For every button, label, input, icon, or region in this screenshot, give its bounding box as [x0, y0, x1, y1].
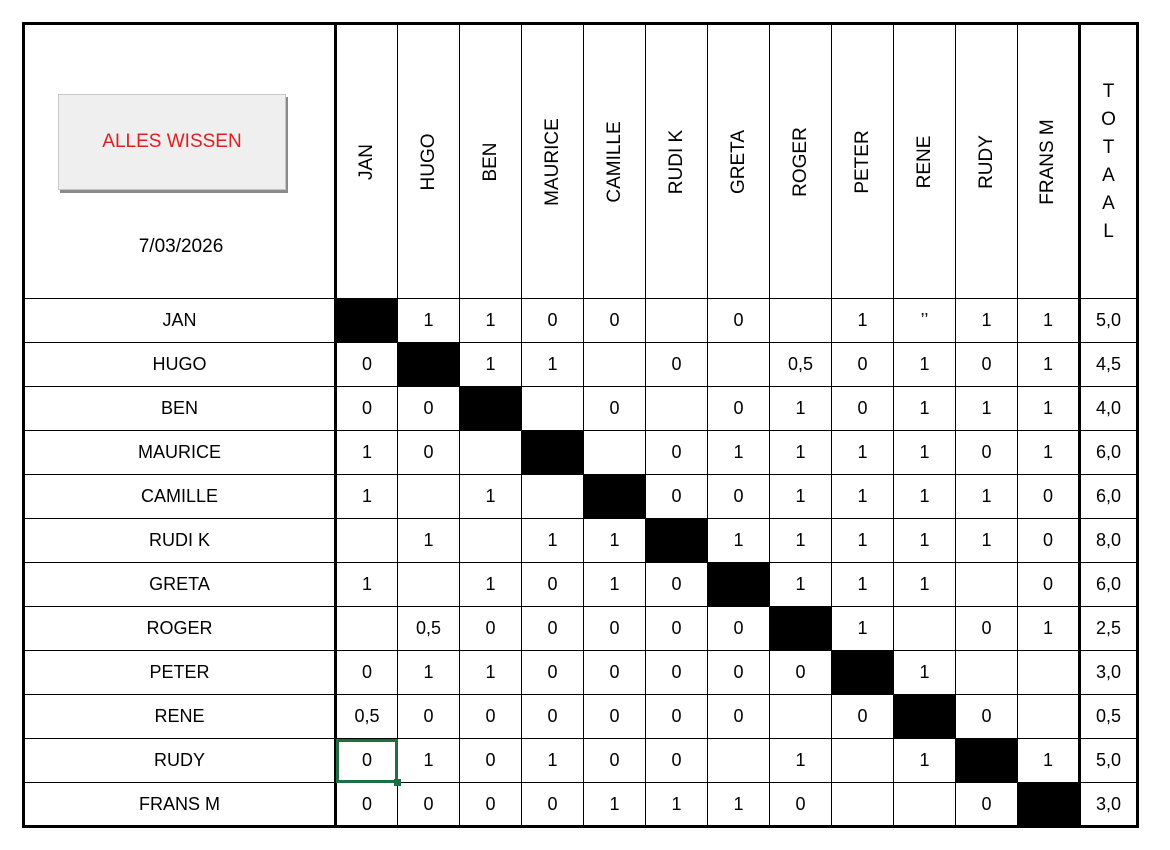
table-row [24, 299, 1138, 343]
score-cell[interactable] [770, 299, 832, 343]
score-cell[interactable] [770, 695, 832, 739]
score-cell[interactable]: 1 [336, 563, 398, 607]
header-row [24, 24, 1138, 299]
total-cell[interactable]: 5,0 [1080, 299, 1138, 343]
score-cell[interactable]: 1 [460, 343, 522, 387]
diagonal-cell[interactable] [832, 651, 894, 695]
column-header-label: MAURICE [541, 117, 563, 206]
total-header-letter: A [1102, 164, 1115, 186]
column-header-label: HUGO [417, 133, 439, 190]
score-cell[interactable]: 0 [336, 343, 398, 387]
column-header-jan[interactable] [336, 24, 398, 299]
score-cell[interactable]: 1 [894, 431, 956, 475]
score-cell[interactable]: 1 [956, 475, 1018, 519]
score-cell[interactable]: 1 [1018, 431, 1080, 475]
diagonal-cell[interactable] [584, 475, 646, 519]
score-cell[interactable]: 1 [770, 387, 832, 431]
score-cell[interactable]: 1 [522, 343, 584, 387]
score-cell[interactable]: 1 [770, 519, 832, 563]
total-cell[interactable]: 6,0 [1080, 431, 1138, 475]
score-cell[interactable] [832, 739, 894, 783]
total-header[interactable] [1080, 24, 1138, 299]
score-cell[interactable]: 0 [708, 607, 770, 651]
score-cell[interactable]: 1 [894, 563, 956, 607]
score-cell[interactable]: 1 [956, 387, 1018, 431]
score-cell[interactable]: 0 [584, 387, 646, 431]
column-header-label: PETER [851, 129, 873, 194]
score-cell[interactable]: 1 [460, 563, 522, 607]
score-cell[interactable]: 0 [646, 475, 708, 519]
row-name-cell[interactable]: FRANS M [24, 783, 336, 827]
score-cell[interactable]: 1 [894, 739, 956, 783]
total-cell[interactable]: 6,0 [1080, 475, 1138, 519]
score-cell[interactable]: 0 [522, 607, 584, 651]
score-cell[interactable]: 1 [894, 651, 956, 695]
score-cell[interactable]: 0 [708, 651, 770, 695]
score-cell[interactable]: 1 [584, 783, 646, 827]
score-cell[interactable]: 0 [398, 783, 460, 827]
diagonal-cell[interactable] [398, 343, 460, 387]
score-cell[interactable]: 1 [708, 519, 770, 563]
total-header-letter: L [1103, 220, 1114, 242]
row-name-cell[interactable]: JAN [24, 299, 336, 343]
diagonal-cell[interactable] [646, 519, 708, 563]
score-cell[interactable]: 1 [522, 739, 584, 783]
row-name-cell[interactable]: HUGO [24, 343, 336, 387]
diagonal-cell[interactable] [336, 299, 398, 343]
row-name-cell[interactable]: ROGER [24, 607, 336, 651]
score-cell[interactable] [522, 475, 584, 519]
score-cell[interactable]: 0 [646, 343, 708, 387]
score-cell[interactable]: 0 [522, 299, 584, 343]
score-cell[interactable]: 1 [1018, 387, 1080, 431]
row-name-cell[interactable]: PETER [24, 651, 336, 695]
corner-cell [24, 24, 336, 299]
total-header-letter: T [1102, 136, 1115, 158]
score-cell[interactable]: 1 [460, 651, 522, 695]
total-header-letter: A [1102, 192, 1115, 214]
alles-wissen-button[interactable]: ALLES WISSEN [58, 94, 286, 190]
score-cell[interactable]: 1 [398, 299, 460, 343]
column-header-label: RUDI K [665, 129, 687, 194]
score-cell[interactable]: 0 [832, 343, 894, 387]
score-cell[interactable]: 1 [1018, 739, 1080, 783]
score-cell[interactable]: 0 [770, 783, 832, 827]
column-header-label: RUDY [975, 134, 997, 189]
score-cell[interactable]: 0 [398, 431, 460, 475]
score-cell[interactable]: 1 [584, 519, 646, 563]
diagonal-cell[interactable] [460, 387, 522, 431]
score-cell[interactable]: 0,5 [398, 607, 460, 651]
row-name-cell[interactable]: BEN [24, 387, 336, 431]
table-row [24, 519, 1138, 563]
column-header-roger[interactable] [770, 24, 832, 299]
score-cell[interactable]: 0,5 [770, 343, 832, 387]
total-cell[interactable]: 2,5 [1080, 607, 1138, 651]
score-cell[interactable]: 0 [336, 739, 398, 783]
column-header-label: FRANS M [1037, 118, 1058, 205]
score-cell[interactable]: 0 [398, 387, 460, 431]
score-cell[interactable]: 1 [956, 519, 1018, 563]
score-cell[interactable]: 0 [522, 783, 584, 827]
diagonal-cell[interactable] [770, 607, 832, 651]
row-name-cell[interactable]: RUDY [24, 739, 336, 783]
total-cell[interactable]: 0,5 [1080, 695, 1138, 739]
score-cell[interactable]: 0 [956, 343, 1018, 387]
score-cell[interactable]: 0 [460, 783, 522, 827]
score-cell[interactable]: 0,5 [336, 695, 398, 739]
score-cell[interactable]: 0 [336, 387, 398, 431]
score-cell[interactable] [956, 651, 1018, 695]
table-row [24, 739, 1138, 783]
column-header-label: BEN [479, 141, 501, 182]
table-row [24, 783, 1138, 827]
score-cell[interactable] [460, 431, 522, 475]
score-cell[interactable]: 0 [956, 431, 1018, 475]
column-header-label: RENE [913, 135, 935, 188]
score-cell[interactable]: 0 [708, 387, 770, 431]
score-cell[interactable]: 1 [398, 519, 460, 563]
score-cell[interactable] [646, 299, 708, 343]
score-cell[interactable]: 1 [460, 475, 522, 519]
score-cell[interactable] [336, 519, 398, 563]
total-cell[interactable]: 8,0 [1080, 519, 1138, 563]
score-cell[interactable]: 1 [336, 475, 398, 519]
score-cell[interactable]: 0 [460, 607, 522, 651]
score-cell[interactable]: 0 [398, 695, 460, 739]
score-cell[interactable]: 1 [1018, 299, 1080, 343]
column-header-rudy[interactable] [956, 24, 1018, 299]
score-cell[interactable]: 0 [336, 783, 398, 827]
table-row [24, 431, 1138, 475]
score-cell[interactable]: 0 [522, 651, 584, 695]
score-cell[interactable]: 1 [1018, 607, 1080, 651]
score-cell[interactable]: 0 [956, 783, 1018, 827]
score-cell[interactable]: 1 [894, 387, 956, 431]
score-cell[interactable]: 0 [1018, 475, 1080, 519]
score-cell[interactable]: 1 [832, 519, 894, 563]
score-cell[interactable]: 1 [832, 475, 894, 519]
total-cell[interactable]: 4,5 [1080, 343, 1138, 387]
score-cell[interactable]: 1 [832, 607, 894, 651]
score-cell[interactable]: 0 [956, 607, 1018, 651]
table-row [24, 563, 1138, 607]
total-header-letter: O [1101, 108, 1116, 130]
score-cell[interactable]: 1 [522, 519, 584, 563]
score-cell[interactable]: 0 [1018, 563, 1080, 607]
score-cell[interactable] [1018, 651, 1080, 695]
score-cell[interactable]: 0 [460, 739, 522, 783]
table-row [24, 607, 1138, 651]
table-row [24, 651, 1138, 695]
score-cell[interactable]: 1 [708, 431, 770, 475]
score-cell[interactable]: 0 [646, 651, 708, 695]
score-cell[interactable]: 1 [770, 431, 832, 475]
score-cell[interactable]: 0 [770, 651, 832, 695]
score-cell[interactable]: 0 [1018, 519, 1080, 563]
score-cell[interactable] [894, 783, 956, 827]
score-cell[interactable]: 0 [832, 695, 894, 739]
score-cell[interactable]: 0 [646, 431, 708, 475]
score-cell[interactable]: 0 [584, 695, 646, 739]
column-header-label: CAMILLE [603, 120, 625, 203]
score-cell[interactable]: 0 [336, 651, 398, 695]
row-name-cell[interactable]: GRETA [24, 563, 336, 607]
score-cell[interactable]: 1 [894, 519, 956, 563]
score-cell[interactable]: 1 [460, 299, 522, 343]
diagonal-cell[interactable] [956, 739, 1018, 783]
column-header-frans-m[interactable] [1018, 24, 1080, 299]
score-cell[interactable]: 1 [770, 739, 832, 783]
column-header-maurice[interactable] [522, 24, 584, 299]
score-cell[interactable]: ’’ [894, 299, 956, 343]
column-header-label: JAN [356, 143, 377, 180]
score-cell[interactable] [894, 607, 956, 651]
score-cell[interactable]: 0 [584, 607, 646, 651]
total-cell[interactable]: 3,0 [1080, 783, 1138, 827]
score-cell[interactable]: 0 [646, 607, 708, 651]
score-cell[interactable]: 1 [956, 299, 1018, 343]
column-header-label: GRETA [727, 129, 749, 194]
score-cell[interactable]: 0 [646, 739, 708, 783]
diagonal-cell[interactable] [894, 695, 956, 739]
table-row [24, 343, 1138, 387]
score-table [22, 22, 1139, 828]
column-header-camille[interactable] [584, 24, 646, 299]
column-header-rudi-k[interactable] [646, 24, 708, 299]
score-cell[interactable]: 0 [460, 695, 522, 739]
score-cell[interactable]: 1 [832, 299, 894, 343]
score-cell[interactable]: 1 [398, 739, 460, 783]
score-cell[interactable] [336, 607, 398, 651]
score-cell[interactable]: 0 [584, 299, 646, 343]
diagonal-cell[interactable] [1018, 783, 1080, 827]
score-cell[interactable]: 1 [832, 563, 894, 607]
total-header-letter: T [1102, 80, 1115, 102]
score-cell[interactable]: 1 [894, 343, 956, 387]
score-cell[interactable] [398, 563, 460, 607]
score-cell[interactable] [584, 431, 646, 475]
column-header-hugo[interactable] [398, 24, 460, 299]
score-cell[interactable] [460, 519, 522, 563]
table-row [24, 695, 1138, 739]
total-cell[interactable]: 5,0 [1080, 739, 1138, 783]
diagonal-cell[interactable] [522, 431, 584, 475]
total-cell[interactable]: 4,0 [1080, 387, 1138, 431]
table-row [24, 387, 1138, 431]
date-label: 7/03/2026 [138, 236, 224, 257]
score-cell[interactable]: 1 [398, 651, 460, 695]
row-name-cell[interactable]: RENE [24, 695, 336, 739]
score-cell[interactable]: 1 [832, 431, 894, 475]
score-cell[interactable]: 0 [708, 475, 770, 519]
score-cell[interactable]: 1 [708, 783, 770, 827]
score-cell[interactable]: 0 [708, 695, 770, 739]
total-cell[interactable]: 3,0 [1080, 651, 1138, 695]
score-cell[interactable]: 0 [708, 299, 770, 343]
score-cell[interactable] [584, 343, 646, 387]
score-cell[interactable]: 0 [522, 563, 584, 607]
column-header-label: ROGER [789, 126, 811, 197]
row-name-cell[interactable]: RUDI K [24, 519, 336, 563]
score-cell[interactable] [708, 739, 770, 783]
score-cell[interactable]: 1 [894, 475, 956, 519]
score-cell[interactable] [1018, 695, 1080, 739]
score-cell[interactable]: 1 [1018, 343, 1080, 387]
column-header-peter[interactable] [832, 24, 894, 299]
column-header-greta[interactable] [708, 24, 770, 299]
score-cell[interactable]: 0 [832, 387, 894, 431]
score-cell[interactable]: 0 [584, 651, 646, 695]
row-name-cell[interactable]: MAURICE [24, 431, 336, 475]
score-cell[interactable] [398, 475, 460, 519]
score-cell[interactable] [646, 387, 708, 431]
score-cell[interactable] [956, 563, 1018, 607]
score-cell[interactable]: 0 [956, 695, 1018, 739]
score-cell[interactable]: 0 [646, 563, 708, 607]
score-cell[interactable]: 1 [770, 563, 832, 607]
score-cell[interactable]: 1 [336, 431, 398, 475]
column-header-rene[interactable] [894, 24, 956, 299]
row-name-cell[interactable]: CAMILLE [24, 475, 336, 519]
column-header-ben[interactable] [460, 24, 522, 299]
table-row [24, 475, 1138, 519]
total-cell[interactable]: 6,0 [1080, 563, 1138, 607]
diagonal-cell[interactable] [708, 563, 770, 607]
score-cell[interactable] [832, 783, 894, 827]
score-cell[interactable] [522, 387, 584, 431]
score-cell[interactable]: 1 [584, 563, 646, 607]
score-cell[interactable] [708, 343, 770, 387]
score-cell[interactable]: 0 [584, 739, 646, 783]
score-cell[interactable]: 1 [770, 475, 832, 519]
score-cell[interactable]: 0 [522, 695, 584, 739]
score-cell[interactable]: 0 [646, 695, 708, 739]
score-cell[interactable]: 1 [646, 783, 708, 827]
